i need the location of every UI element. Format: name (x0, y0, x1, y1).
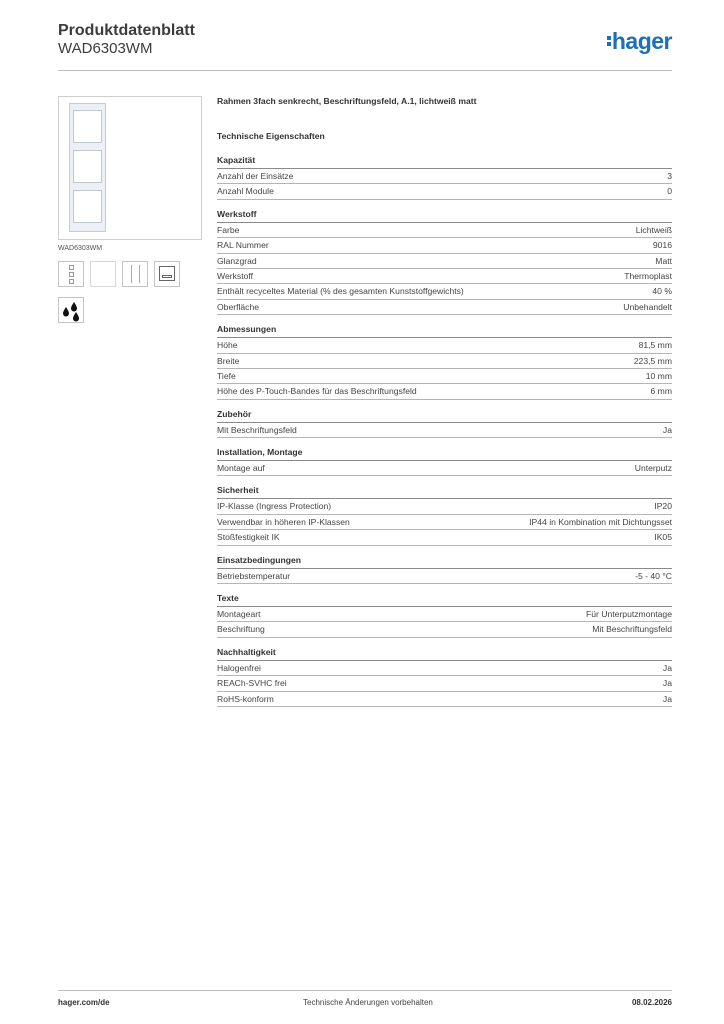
property-key: Werkstoff (217, 270, 253, 281)
property-value: -5 - 40 °C (635, 570, 672, 581)
property-value: Ja (662, 424, 672, 435)
property-key: Anzahl Module (217, 186, 274, 197)
frame-cell (73, 190, 102, 223)
property-value: Ja (662, 662, 672, 673)
section-title: Sicherheit (217, 485, 672, 499)
property-key: Tiefe (217, 370, 236, 381)
water-drops-icon (58, 297, 84, 323)
property-value: Ja (662, 678, 672, 689)
property-value: Lichtweiß (635, 224, 672, 235)
section-title: Werkstoff (217, 209, 672, 223)
technical-properties-heading: Technische Eigenschaften (217, 131, 325, 141)
property-key: Farbe (217, 224, 240, 235)
property-key: IP-Klasse (Ingress Protection) (217, 501, 332, 512)
property-key: Höhe (217, 340, 238, 351)
property-row (217, 515, 672, 530)
property-section (217, 324, 672, 400)
property-row (217, 238, 672, 253)
property-section (217, 485, 672, 545)
property-value: IP44 in Kombination mit Dichtungsset (529, 516, 672, 527)
page-header (58, 20, 672, 71)
property-key: Enthält recyceltes Material (% des gesamten Kunststoffgewichts) (217, 286, 464, 297)
thumbnail-dimension-view[interactable] (122, 261, 148, 287)
thumbnail-row (58, 261, 204, 287)
property-row (217, 461, 672, 476)
property-key: RAL Nummer (217, 240, 269, 251)
page-title: Produktdatenblatt (58, 22, 195, 39)
property-value: Matt (655, 255, 672, 266)
property-row (217, 284, 672, 299)
property-key: Verwendbar in höheren IP-Klassen (217, 516, 350, 527)
logo-text: hager (611, 28, 672, 54)
property-key: Stoßfestigkeit IK (217, 532, 280, 543)
property-row (217, 223, 672, 238)
property-value: 40 % (652, 286, 672, 297)
product-image (58, 96, 202, 240)
property-key: Breite (217, 355, 240, 366)
frame-cell (73, 110, 102, 143)
property-row (217, 338, 672, 353)
property-row (217, 169, 672, 184)
property-section (217, 447, 672, 476)
property-key: Betriebstemperatur (217, 570, 291, 581)
property-row (217, 184, 672, 199)
property-value: 10 mm (645, 370, 672, 381)
property-key: Anzahl der Einsätze (217, 171, 294, 181)
property-key: REACh-SVHC frei (217, 678, 287, 689)
property-value: IP20 (654, 501, 672, 512)
property-row (217, 384, 672, 399)
section-title: Nachhaltigkeit (217, 647, 672, 661)
property-section (217, 593, 672, 638)
thumbnail-label-field-view[interactable] (154, 261, 180, 287)
property-key: Halogenfrei (217, 662, 261, 673)
property-row (217, 607, 672, 622)
page-footer (58, 990, 672, 1011)
property-row (217, 423, 672, 438)
section-title: Installation, Montage (217, 447, 672, 461)
property-value: Unbehandelt (623, 301, 672, 312)
footer-notice: Technische Änderungen vorbehalten (303, 998, 433, 1007)
hager-logo (607, 28, 672, 55)
property-row (217, 569, 672, 584)
property-key: RoHS-konform (217, 693, 274, 704)
frame-3fach-drawing (69, 103, 106, 232)
product-datasheet (217, 96, 672, 716)
properties-sections (217, 155, 672, 707)
property-value: 81,5 mm (638, 340, 672, 351)
thumbnail-side-view[interactable] (90, 261, 116, 287)
property-key: Montage auf (217, 463, 265, 474)
property-row (217, 354, 672, 369)
property-row (217, 622, 672, 637)
property-row (217, 692, 672, 707)
property-value: 3 (667, 171, 672, 181)
section-title: Abmessungen (217, 324, 672, 338)
property-row (217, 300, 672, 315)
property-section (217, 409, 672, 438)
property-key: Beschriftung (217, 624, 265, 635)
property-key: Oberfläche (217, 301, 260, 312)
product-visuals (58, 96, 204, 323)
property-section (217, 555, 672, 584)
property-row (217, 254, 672, 269)
property-row (217, 369, 672, 384)
property-section (217, 209, 672, 315)
property-value: Ja (662, 693, 672, 704)
property-key: Höhe des P-Touch-Bandes für das Beschriftungsfeld (217, 386, 417, 397)
section-title: Einsatzbedingungen (217, 555, 672, 569)
property-value: 9016 (652, 240, 672, 251)
property-section (217, 647, 672, 707)
property-key: Montageart (217, 609, 261, 620)
product-image-label: WAD6303WM (58, 245, 103, 252)
property-value: 6 mm (650, 386, 672, 397)
property-value: Unterputz (634, 463, 672, 474)
property-value: Thermoplast (624, 270, 672, 281)
property-key: Glanzgrad (217, 255, 257, 266)
property-row (217, 676, 672, 691)
property-value: Mit Beschriftungsfeld (592, 624, 672, 635)
section-title: Texte (217, 593, 672, 607)
frame-cell (73, 150, 102, 183)
logo-dots-icon (607, 34, 611, 48)
property-row (217, 499, 672, 514)
property-row (217, 661, 672, 676)
property-section (217, 155, 672, 200)
footer-site-link[interactable]: hager.com/de (58, 998, 110, 1007)
property-value: IK05 (654, 532, 672, 543)
thumbnail-front-view[interactable] (58, 261, 84, 287)
property-row (217, 269, 672, 284)
section-title: Kapazität (217, 155, 672, 169)
footer-date: 08.02.2026 (631, 998, 672, 1007)
property-key: Mit Beschriftungsfeld (217, 424, 297, 435)
product-code: WAD6303WM (58, 40, 153, 57)
property-row (217, 530, 672, 545)
product-description: Rahmen 3fach senkrecht, Beschriftungsfeld, A.1, lichtweiß matt (217, 96, 477, 106)
property-value: Für Unterputzmontage (586, 609, 672, 620)
property-value: 223,5 mm (633, 355, 672, 366)
property-value: 0 (667, 186, 672, 197)
section-title: Zubehör (217, 409, 672, 423)
